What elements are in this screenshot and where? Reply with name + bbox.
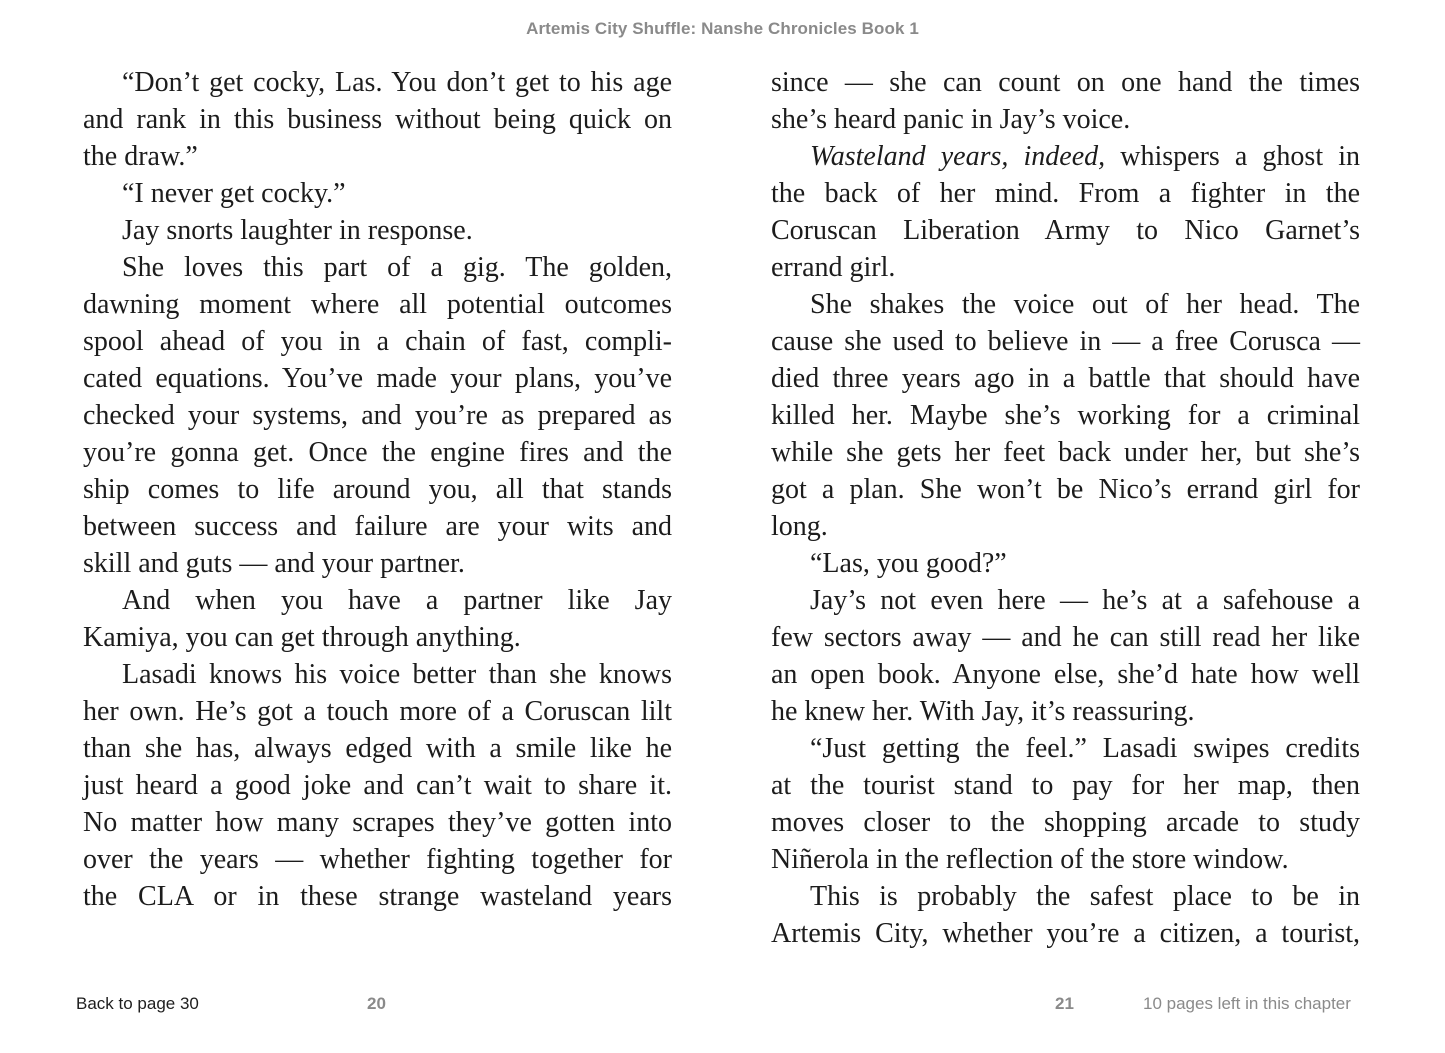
text-line	[771, 138, 1360, 175]
text-line: She loves this part of a gig. The golden,	[122, 252, 672, 283]
text-line: “I never get cocky.”	[122, 178, 346, 209]
text-line: he knew her. With Jay, it’s reassuring.	[771, 696, 1195, 727]
text-line: Niñerola in the reflection of the store window.	[771, 844, 1289, 875]
book-title: Artemis City Shuffle: Nanshe Chronicles Book 1	[526, 19, 919, 38]
pages-left-in-chapter: 10 pages left in this chapter	[1143, 994, 1351, 1013]
text-line: just heard a good joke and can’t wait to share it.	[83, 770, 672, 801]
text-line: checked your systems, and you’re as prepared as	[83, 400, 672, 431]
text-line: Jay snorts laughter in response.	[122, 215, 473, 246]
text-line: She shakes the voice out of her head. The	[810, 289, 1360, 320]
text-line: dawning moment where all potential outcomes	[83, 289, 672, 320]
text-line: Artemis City, whether you’re a citizen, a tourist,	[771, 918, 1360, 949]
back-to-page-link[interactable]: Back to page 30	[76, 994, 199, 1013]
text-line: killed her. Maybe she’s working for a criminal	[771, 400, 1360, 431]
text-line: got a plan. She won’t be Nico’s errand girl for	[771, 474, 1360, 505]
text-line: Coruscan Liberation Army to Nico Garnet’s	[771, 215, 1360, 246]
text-line: died three years ago in a battle that should have	[771, 363, 1360, 394]
text-line: errand girl.	[771, 252, 896, 283]
text-line: you’re gonna get. Once the engine fires and the	[83, 437, 672, 468]
text-line: No matter how many scrapes they’ve gotten into	[83, 807, 672, 838]
text-line: an open book. Anyone else, she’d hate how well	[771, 659, 1360, 690]
text-line: between success and failure are your wits and	[83, 511, 672, 542]
line-text: whispers a ghost in	[1105, 141, 1360, 172]
text-line: ship comes to life around you, all that stands	[83, 474, 672, 505]
text-line: since — she can count on one hand the times	[771, 67, 1360, 98]
left-page	[83, 64, 672, 915]
text-line: her own. He’s got a touch more of a Coruscan lilt	[83, 696, 672, 727]
text-line: long.	[771, 511, 828, 542]
text-line: cated equations. You’ve made your plans, you’ve	[83, 363, 672, 394]
text-line: she’s heard panic in Jay’s voice.	[771, 104, 1131, 135]
text-line: Lasadi knows his voice better than she knows	[122, 659, 672, 690]
text-line: the CLA or in these strange wasteland years	[83, 881, 672, 912]
italic-text: Wasteland years, indeed,	[810, 141, 1106, 172]
text-line: skill and guts — and your partner.	[83, 548, 465, 579]
text-line: spool ahead of you in a chain of fast, compli-	[83, 326, 672, 357]
right-page	[771, 64, 1360, 952]
text-line: while she gets her feet back under her, but she’s	[771, 437, 1360, 468]
text-line: Jay’s not even here — he’s at a safehouse a	[810, 585, 1360, 616]
right-page-number: 21	[1055, 994, 1074, 1013]
text-line: cause she used to believe in — a free Corusca —	[771, 326, 1360, 357]
text-line: Kamiya, you can get through anything.	[83, 622, 521, 653]
text-line: “Just getting the feel.” Lasadi swipes credits	[810, 733, 1360, 764]
text-line: the draw.”	[83, 141, 198, 172]
text-line: moves closer to the shopping arcade to study	[771, 807, 1360, 838]
left-page-number: 20	[367, 994, 386, 1013]
text-line: at the tourist stand to pay for her map, then	[771, 770, 1360, 801]
text-line: This is probably the safest place to be in	[810, 881, 1360, 912]
text-line: few sectors away — and he can still read her like	[771, 622, 1360, 653]
text-line: and rank in this business without being quick on	[83, 104, 672, 135]
text-line: than she has, always edged with a smile like he	[83, 733, 672, 764]
text-line: “Las, you good?”	[810, 548, 1007, 579]
text-line: “Don’t get cocky, Las. You don’t get to his age	[122, 67, 672, 98]
text-line: the back of her mind. From a fighter in the	[771, 178, 1360, 209]
text-line: And when you have a partner like Jay	[122, 585, 672, 616]
text-line: over the years — whether fighting together for	[83, 844, 672, 875]
